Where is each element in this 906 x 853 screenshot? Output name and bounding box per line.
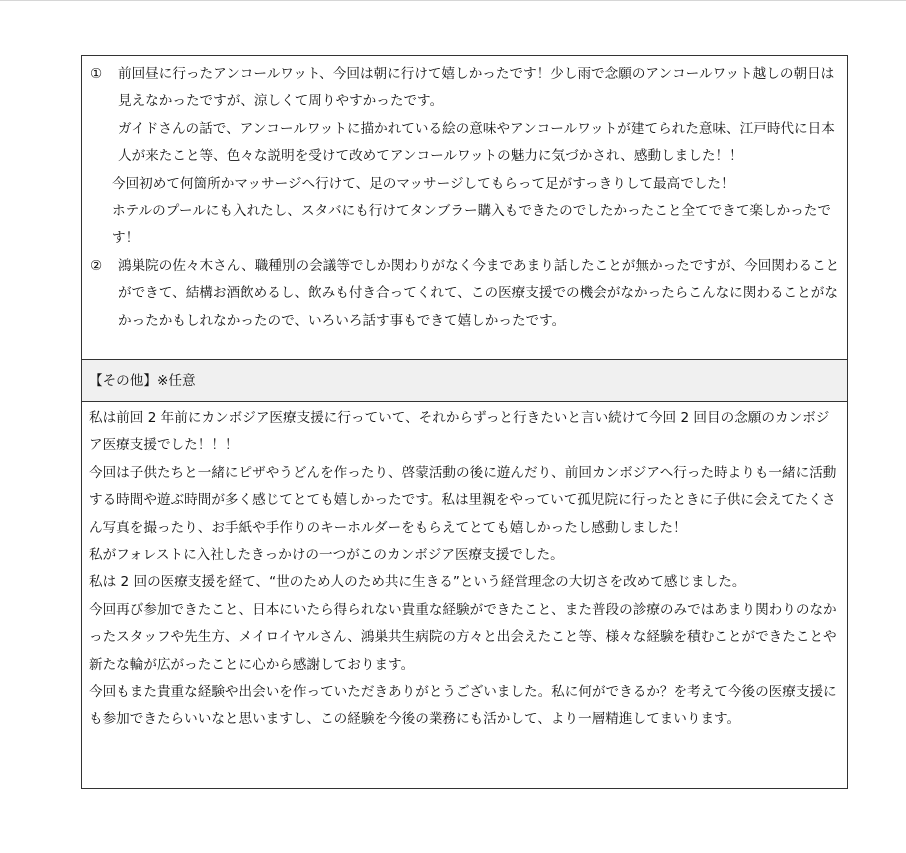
other-header-label: 【その他】※任意	[89, 373, 196, 389]
other-paragraph-2: 今回は子供たちと一緒にピザやうどんを作ったり、啓蒙活動の後に遊んだり、前回カンボジアへ行った時よりも一緒に活動する時間や遊ぶ時間が多く感じてとても嬉しかったです。私は里親をやっていて孤児院に行ったときに子供に会えてたくさん写真を撮ったり、お手紙や手作りのキーホルダーをもらえてとても嬉しかったし感動しました！	[89, 464, 837, 536]
other-paragraph-1: 私は前回 2 年前にカンボジア医療支援に行っていて、それからずっと行きたいと言い続けて今回 2 回目の念願のカンボジア医療支援でした！！！	[89, 410, 830, 454]
top-divider	[0, 0, 906, 1]
item-number-1: ①	[90, 66, 103, 82]
other-paragraph-6: 今回もまた貴重な経験や出会いを作っていただきありがとうございました。私に何ができるか？を考えて今後の医療支援にも参加できたらいいなと思いますし、この経験を今後の業務にも活かして、より一層精進してまいります。	[89, 684, 837, 728]
item-number-2: ②	[90, 257, 103, 274]
item-1-extra-2: ホテルのプールにも入れたし、スタバにも行けてタンブラー購入もできたのでしたかったこと全てできて楽しかったです！	[112, 203, 831, 247]
list-item-2	[90, 253, 841, 335]
other-paragraph-5: 今回再び参加できたこと、日本にいたら得られない貴重な経験ができたこと、また普段の診療のみではあまり関わりのなかったスタッフや先生方、メイロイヤルさん、鴻巣共生病院の方々と出会えたこと等、様々な経験を積むことができたことや新たな輪が広がったことに心から感謝しております。	[89, 601, 837, 673]
other-paragraph-4: 私は 2 回の医療支援を経て、“世のため人のため共に生きる”という経営理念の大切さを改めて感じました。	[89, 574, 746, 591]
report-table	[81, 55, 848, 789]
item-2-paragraph: 鴻巣院の佐々木さん、職種別の会議等でしか関わりがなく今まであまり話したことが無かったですが、今回関わることができて、結構お酒飲めるし、飲みも付き合ってくれて、この医療支援での機会がなかったらこんなに関わることがなかったかもしれなかったので、いろいろ話す事もできて嬉しかったです。	[118, 257, 840, 329]
other-header-row	[82, 360, 847, 402]
list-item-1	[90, 61, 841, 171]
other-section	[82, 402, 847, 788]
impressions-section	[82, 56, 847, 360]
item-1-extra-1: 今回初めて何箇所かマッサージへ行けて、足のマッサージしてもらって足がすっきりして最高でした！	[112, 175, 735, 192]
item-1-paragraph-1: 前回昼に行ったアンコールワット、今回は朝に行けて嬉しかったです！少し雨で念願のアンコールワット越しの朝日は見えなかったですが、涼しくて周りやすかったです。	[118, 66, 835, 110]
item-1-paragraph-2: ガイドさんの話で、アンコールワットに描かれている絵の意味やアンコールワットが建てられた意味、江戸時代に日本人が来たこと等、色々な説明を受けて改めてアンコールワットの魅力に気づかされ、感動しました！！	[118, 120, 835, 165]
other-paragraph-3: 私がフォレストに入社したきっかけの一つがこのカンボジア医療支援でした。	[89, 547, 564, 564]
